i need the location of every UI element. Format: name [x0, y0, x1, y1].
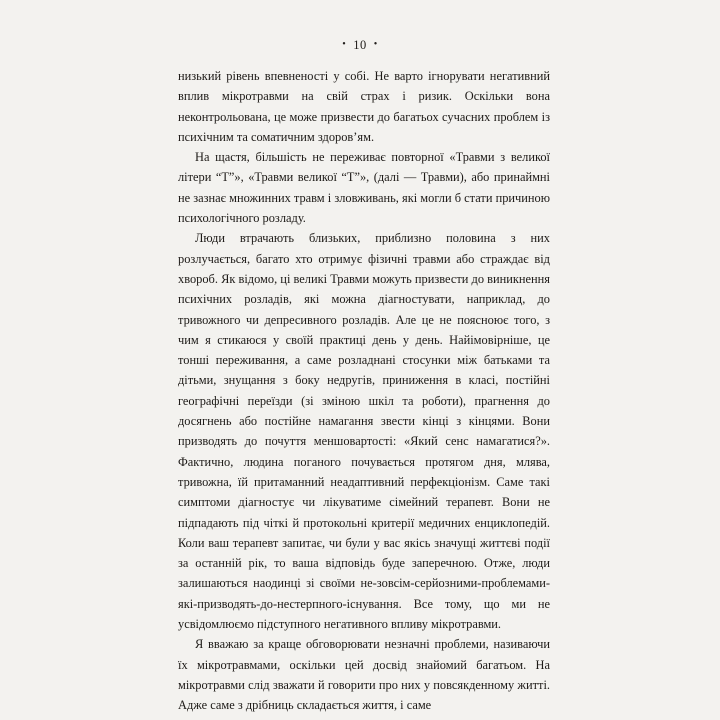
folio-left-dot: • — [342, 39, 347, 50]
page-folio — [0, 38, 720, 53]
paragraph-1: низький рівень впевненості у собі. Не варто ігнорувати негативний вплив мікротравми на свій страх і ризик. Оскільки вона неконтрольована, це може призвести до багатьох сучасних проблем із психічним та соматичним здоров’ям. — [178, 69, 550, 144]
paragraph-4: Я вважаю за краще обговорювати незначні проблеми, називаючи їх мікротравмами, оскільки цей досвід знайомий багатьом. На мікротравми слід зважати й говорити про них у повсякденному житті. Адже саме з дрібниць складається життя, і саме — [178, 637, 550, 713]
paragraph-3: Люди втрачають близьких, приблизно половина з них розлучається, багато хто отримує фізичні травми або страждає від хвороб. Як відомо, ці великі Травми можуть призвести до виникнення психічних розладів, які можна діагностувати, наприклад, до тривожного чи депресивного розладів. Але це не поясноює того, з чим я стикаюся у своїй практиці день у день. Найімовірніше, це тонші переживання, а саме розладнані стосунки між батьками та дітьми, знущання з боку недругів, приниження в класі, постійні географічні переїзди (зі зміною шкіл та роботи), прагнення до досягнень або постійне намагання звести кінці з кінцями. Вони призводять до почуття меншовартості: «Який сенс намагатися?». Фактично, людина поганого почувається протягом дня, млява, тривожна, їй притаманний неадаптивний перфекціонізм. Саме такі симптоми діагностує чи лікуватиме сімейний терапевт. Вони не підпадають під чіткі й протокольні критерії медичних енциклопедій. Коли ваш терапевт запитає, чи були у вас якісь значущі життєві події за останній рік, то ваша відповідь буде заперечною. Отже, люди залишаються наодинці зі своїми не-зовсім-серйозними-проблемами-які-призводять-до-нестерпного-існування. Все тому, що ми не усвідомлюємо підступного негативного впливу мікротравми. — [178, 231, 550, 632]
folio-right-dot: • — [373, 39, 378, 50]
page-number: 10 — [353, 38, 367, 52]
paragraph-2: На щастя, більшість не переживає повторної «Травми з великої літери “Т”», «Травми великої “Т”», (далі — Травми), або принаймні не зазнає множинних травм і зловживань, які могли б стати причиною психологічного розладу. — [178, 150, 550, 226]
body-text — [178, 66, 550, 716]
